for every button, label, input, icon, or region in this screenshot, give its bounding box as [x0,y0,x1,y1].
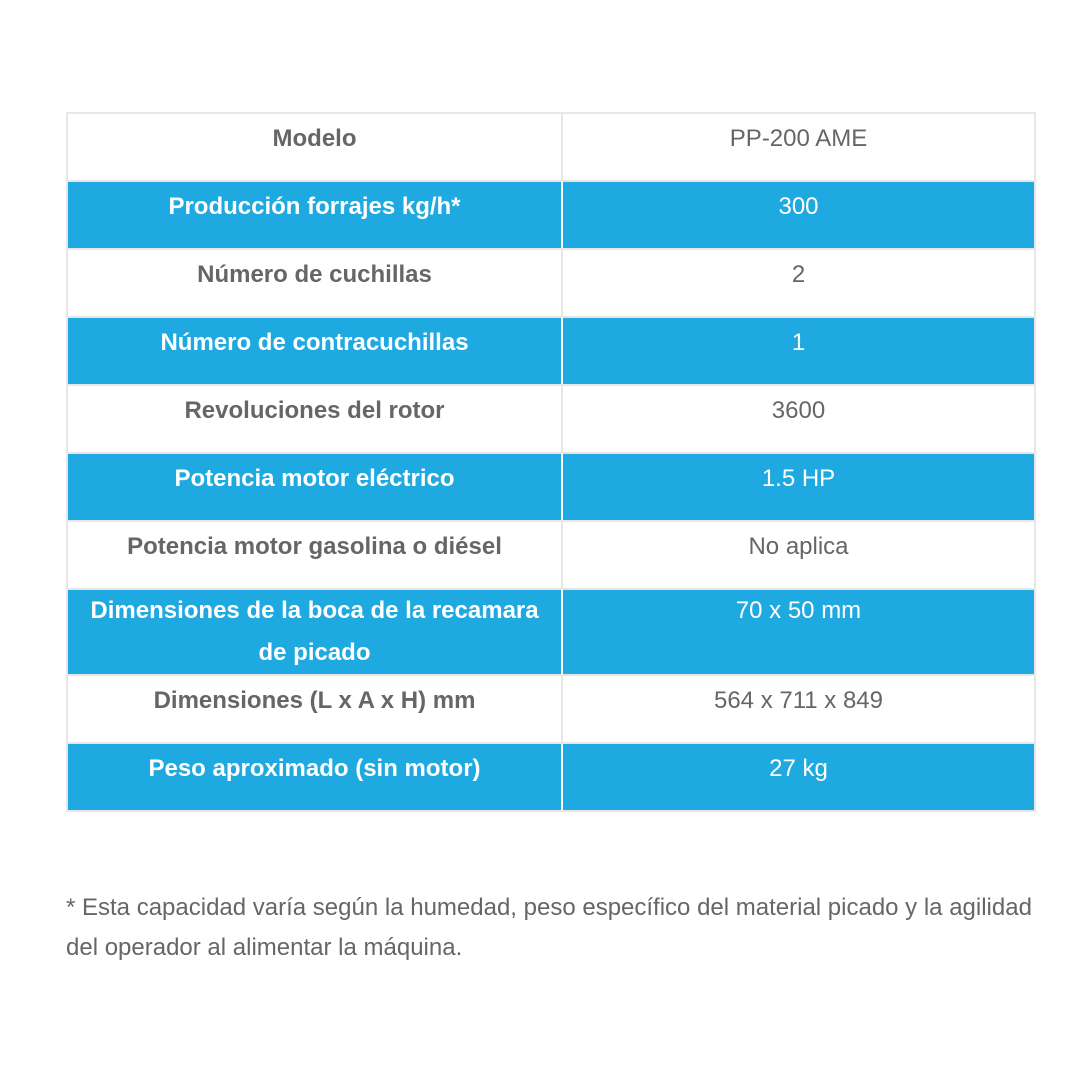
spec-value: 2 [562,249,1035,317]
spec-label: Número de contracuchillas [67,317,562,385]
spec-value: 27 kg [562,743,1035,811]
spec-label: Revoluciones del rotor [67,385,562,453]
spec-value: 70 x 50 mm [562,589,1035,675]
table-row [67,675,1035,743]
spec-label: Peso aproximado (sin motor) [67,743,562,811]
spec-label: Producción forrajes kg/h* [67,181,562,249]
table-row [67,589,1035,675]
table-row [67,385,1035,453]
spec-value: 1 [562,317,1035,385]
spec-label: Modelo [67,113,562,181]
spec-label: Potencia motor eléctrico [67,453,562,521]
spec-label: Dimensiones de la boca de la recamara de picado [67,589,562,675]
spec-value: 3600 [562,385,1035,453]
capacity-footnote: * Esta capacidad varía según la humedad, peso específico del material picado y la agilidad del operador al alimentar la máquina. [66,894,1032,961]
spec-label: Número de cuchillas [67,249,562,317]
spec-label: Dimensiones (L x A x H) mm [67,675,562,743]
spec-value: PP-200 AME [562,113,1035,181]
table-row [67,113,1035,181]
spec-label: Potencia motor gasolina o diésel [67,521,562,589]
table-row [67,743,1035,811]
spec-value: 564 x 711 x 849 [562,675,1035,743]
spec-value: 300 [562,181,1035,249]
table-row [67,453,1035,521]
spec-value: 1.5 HP [562,453,1035,521]
table-row [67,317,1035,385]
spec-value: No aplica [562,521,1035,589]
specifications-table [66,112,1036,812]
table-row [67,181,1035,249]
table-row [67,249,1035,317]
table-row [67,521,1035,589]
